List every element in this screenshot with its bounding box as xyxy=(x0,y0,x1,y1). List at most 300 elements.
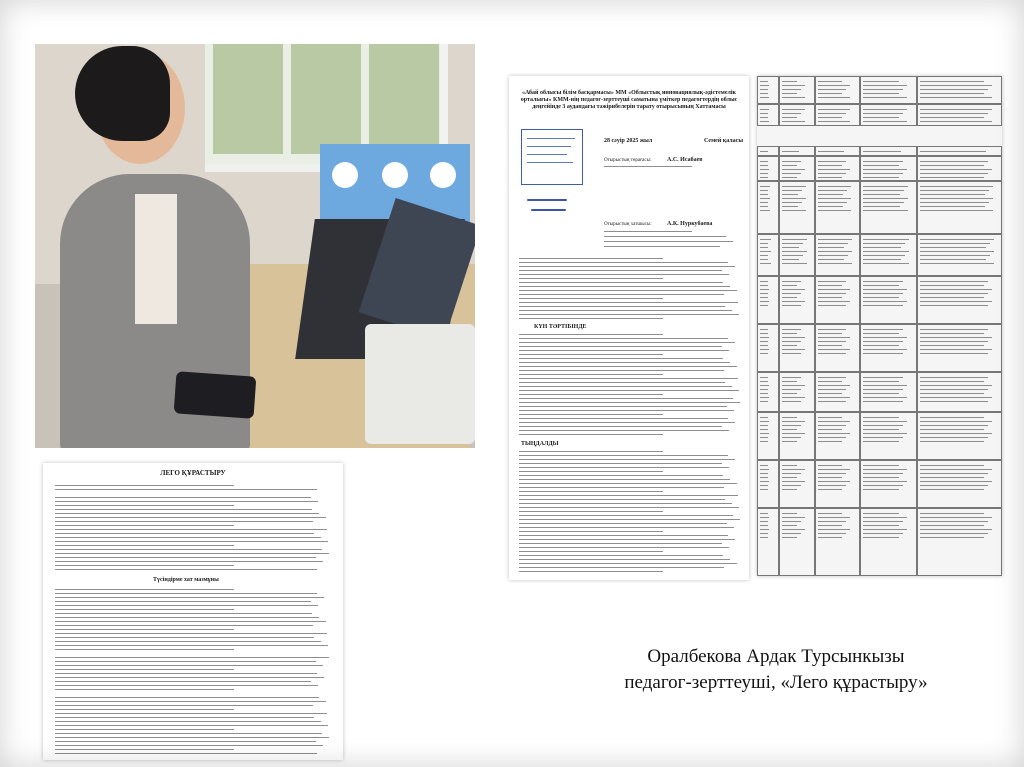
text-line xyxy=(519,362,730,363)
cell-text-line xyxy=(818,251,852,252)
cell-text-line xyxy=(863,161,903,162)
cell-text-line xyxy=(760,513,768,514)
cell-text-line xyxy=(760,169,769,170)
text-line xyxy=(519,527,734,528)
text-line xyxy=(519,467,729,468)
cell-text-line xyxy=(863,97,907,98)
text-line xyxy=(604,246,720,247)
cell-text-line xyxy=(760,393,768,394)
text-line xyxy=(55,569,317,570)
cell-text-line xyxy=(920,177,984,178)
cell-text-line xyxy=(760,429,768,430)
text-line xyxy=(519,350,729,351)
cell-text-line xyxy=(920,251,994,252)
cell-text-line xyxy=(782,337,805,338)
cell-text-line xyxy=(920,385,992,386)
table-cell xyxy=(917,372,1002,412)
cell-text-line xyxy=(863,537,899,538)
cell-text-line xyxy=(760,263,771,264)
cell-text-line xyxy=(920,345,984,346)
stamp-line xyxy=(527,162,573,163)
text-line xyxy=(519,559,730,560)
cell-text-line xyxy=(863,243,905,244)
cell-text-line xyxy=(863,89,903,90)
text-line xyxy=(55,713,327,714)
cell-text-line xyxy=(818,393,842,394)
cell-text-line xyxy=(818,165,842,166)
teacher-role: педагог-зерттеуші, «Лего құрастыру» xyxy=(624,672,928,693)
text-line xyxy=(55,601,311,602)
cell-text-line xyxy=(760,477,768,478)
text-line xyxy=(55,537,321,538)
cell-text-line xyxy=(818,473,846,474)
cell-text-line xyxy=(760,333,768,334)
cell-text-line xyxy=(760,337,769,338)
text-line xyxy=(55,625,313,626)
cell-text-line xyxy=(782,329,801,330)
cell-text-line xyxy=(818,194,843,195)
cell-text-line xyxy=(920,305,988,306)
cell-text-line xyxy=(782,117,797,118)
text-line xyxy=(55,501,318,502)
cell-text-line xyxy=(920,243,990,244)
text-line xyxy=(519,414,663,415)
text-line xyxy=(519,262,728,263)
doc-center-header: «Абай облысы білім басқармасы» ММ «Облыстық инновациялық-әдістемелік орталығы» КММ-нің педагог-зерттеуші саматына үміткер педагогтердің облыс деңгейінде 3 аудандағы тәжірибелерін тарату отырысының Хаттамасы xyxy=(520,90,738,110)
cell-text-line xyxy=(818,113,846,114)
cell-text-line xyxy=(818,433,850,434)
cell-text-line xyxy=(863,173,903,174)
cell-text-line xyxy=(863,437,903,438)
cell-text-line xyxy=(863,421,907,422)
cell-text-line xyxy=(760,537,768,538)
cell-text-line xyxy=(782,151,799,152)
secretary-name: А.К. Нуркубаева xyxy=(667,221,713,227)
cell-text-line xyxy=(920,469,992,470)
text-line xyxy=(519,358,723,359)
cell-text-line xyxy=(818,151,844,152)
text-line xyxy=(55,709,234,710)
table-cell xyxy=(757,372,779,412)
cell-text-line xyxy=(863,255,905,256)
cell-text-line xyxy=(782,169,805,170)
cell-text-line xyxy=(760,109,769,110)
cell-text-line xyxy=(782,165,797,166)
cell-text-line xyxy=(920,433,992,434)
text-line xyxy=(519,370,724,371)
text-line xyxy=(55,489,317,490)
table-cell xyxy=(860,460,917,508)
cell-text-line xyxy=(863,194,900,195)
teacher-photo xyxy=(35,44,475,448)
cell-text-line xyxy=(863,525,899,526)
cell-text-line xyxy=(760,93,768,94)
cell-text-line xyxy=(863,517,907,518)
text-line xyxy=(519,430,729,431)
cell-text-line xyxy=(920,417,984,418)
cell-text-line xyxy=(760,341,768,342)
cell-text-line xyxy=(760,377,768,378)
cell-text-line xyxy=(920,186,993,187)
meeting-minutes-document xyxy=(509,76,749,580)
cell-text-line xyxy=(760,247,768,248)
text-line xyxy=(55,617,319,618)
cell-text-line xyxy=(863,417,899,418)
cell-text-line xyxy=(920,349,992,350)
text-line xyxy=(55,729,234,730)
cell-text-line xyxy=(818,293,846,294)
cell-text-line xyxy=(782,255,803,256)
text-line xyxy=(519,282,723,283)
cell-text-line xyxy=(863,190,904,191)
table-cell xyxy=(779,324,815,372)
table-cell xyxy=(917,460,1002,508)
doc-left-title: ЛЕГО ҚҰРАСТЫРУ xyxy=(160,469,226,477)
cell-text-line xyxy=(863,81,899,82)
cell-text-line xyxy=(920,529,992,530)
cell-text-line xyxy=(920,425,988,426)
table-cell xyxy=(815,276,860,324)
text-line xyxy=(519,338,728,339)
cell-text-line xyxy=(818,345,842,346)
table-cell xyxy=(779,276,815,324)
text-line xyxy=(55,485,234,486)
text-line xyxy=(519,398,733,399)
cell-text-line xyxy=(863,93,899,94)
cell-text-line xyxy=(782,473,801,474)
cell-text-line xyxy=(863,477,899,478)
table-cell xyxy=(779,104,815,126)
table-cell xyxy=(779,412,815,460)
teacher-shirt xyxy=(135,194,177,324)
text-line xyxy=(519,567,724,568)
text-line xyxy=(519,551,663,552)
text-line xyxy=(519,547,729,548)
text-line xyxy=(55,733,322,734)
text-line xyxy=(519,539,735,540)
table-cell xyxy=(757,412,779,460)
cell-text-line xyxy=(818,202,847,203)
cell-text-line xyxy=(818,301,850,302)
text-line xyxy=(55,517,326,518)
text-line xyxy=(519,519,740,520)
cell-text-line xyxy=(760,533,768,534)
cell-text-line xyxy=(782,305,801,306)
cell-text-line xyxy=(782,521,801,522)
cell-text-line xyxy=(863,151,901,152)
text-line xyxy=(519,471,663,472)
cell-text-line xyxy=(920,113,988,114)
cell-text-line xyxy=(782,381,797,382)
text-line xyxy=(55,633,327,634)
table-cell xyxy=(917,508,1002,576)
cell-text-line xyxy=(863,353,903,354)
cell-text-line xyxy=(782,161,801,162)
chair-label: Отырыстың төрағасы: xyxy=(604,158,652,163)
window-pane xyxy=(369,44,439,154)
cell-text-line xyxy=(863,513,899,514)
cell-text-line xyxy=(863,198,908,199)
cell-text-line xyxy=(760,177,768,178)
cell-text-line xyxy=(920,109,992,110)
text-line xyxy=(55,593,317,594)
cell-text-line xyxy=(818,381,842,382)
cell-text-line xyxy=(863,113,903,114)
cell-text-line xyxy=(920,93,984,94)
table-cell xyxy=(779,508,815,576)
text-line xyxy=(55,661,316,662)
cell-text-line xyxy=(782,259,799,260)
cell-text-line xyxy=(818,377,846,378)
cell-text-line xyxy=(920,297,984,298)
cell-text-line xyxy=(920,81,984,82)
cell-text-line xyxy=(863,202,904,203)
text-line xyxy=(55,697,319,698)
text-line xyxy=(55,717,314,718)
cell-text-line xyxy=(818,349,850,350)
text-line xyxy=(55,681,311,682)
cell-text-line xyxy=(863,333,899,334)
text-line xyxy=(519,459,735,460)
table-cell xyxy=(860,181,917,234)
cell-text-line xyxy=(760,293,768,294)
cell-text-line xyxy=(818,425,846,426)
doc-center-city: Семей қаласы xyxy=(704,138,743,144)
cell-text-line xyxy=(782,417,797,418)
cell-text-line xyxy=(818,469,850,470)
text-line xyxy=(55,645,328,646)
cell-text-line xyxy=(863,289,907,290)
cell-text-line xyxy=(863,121,907,122)
text-line xyxy=(519,310,732,311)
cell-text-line xyxy=(760,202,768,203)
cell-text-line xyxy=(920,333,984,334)
cell-text-line xyxy=(782,377,801,378)
cell-text-line xyxy=(760,97,769,98)
cell-text-line xyxy=(920,537,984,538)
text-line xyxy=(55,505,234,506)
cell-text-line xyxy=(818,97,850,98)
text-line xyxy=(519,390,739,391)
cell-text-line xyxy=(818,525,842,526)
text-line xyxy=(519,475,723,476)
cell-text-line xyxy=(782,437,801,438)
cell-text-line xyxy=(920,341,988,342)
cell-text-line xyxy=(863,285,899,286)
cell-text-line xyxy=(760,206,768,207)
cell-text-line xyxy=(760,389,768,390)
cell-text-line xyxy=(863,393,899,394)
cell-text-line xyxy=(818,281,846,282)
cell-text-line xyxy=(818,117,842,118)
table-cell xyxy=(757,181,779,234)
cell-text-line xyxy=(818,198,851,199)
cell-text-line xyxy=(760,441,768,442)
cell-text-line xyxy=(760,485,768,486)
cell-text-line xyxy=(863,489,899,490)
cell-text-line xyxy=(818,186,851,187)
cell-text-line xyxy=(863,533,903,534)
cell-text-line xyxy=(818,521,846,522)
cell-text-line xyxy=(782,393,797,394)
table-cell xyxy=(815,508,860,576)
cell-text-line xyxy=(782,263,807,264)
cell-text-line xyxy=(920,353,988,354)
cell-text-line xyxy=(760,517,769,518)
cell-text-line xyxy=(782,202,802,203)
heard-title: ТЫҢДАЛДЫ xyxy=(521,441,559,447)
cell-text-line xyxy=(818,385,850,386)
text-line xyxy=(55,561,323,562)
cell-text-line xyxy=(920,525,984,526)
cell-text-line xyxy=(818,477,842,478)
text-line xyxy=(519,270,722,271)
cell-text-line xyxy=(818,109,850,110)
cell-text-line xyxy=(760,165,768,166)
cell-text-line xyxy=(863,239,909,240)
registration-stamp xyxy=(521,129,583,185)
cell-text-line xyxy=(920,465,984,466)
cell-text-line xyxy=(782,489,797,490)
cell-text-line xyxy=(782,113,801,114)
window-pane xyxy=(213,44,283,154)
cell-text-line xyxy=(863,297,899,298)
cell-text-line xyxy=(863,397,907,398)
cell-text-line xyxy=(920,485,988,486)
cell-text-line xyxy=(920,259,986,260)
cell-text-line xyxy=(863,301,907,302)
cell-text-line xyxy=(782,206,798,207)
cell-text-line xyxy=(818,173,846,174)
text-line xyxy=(55,637,314,638)
logo-mark xyxy=(382,162,408,188)
cell-text-line xyxy=(920,377,988,378)
table-cell xyxy=(917,324,1002,372)
text-line xyxy=(55,745,323,746)
text-line xyxy=(55,749,234,750)
cell-text-line xyxy=(760,285,768,286)
text-line xyxy=(55,689,234,690)
text-line xyxy=(55,609,234,610)
cell-text-line xyxy=(920,263,994,264)
table-cell xyxy=(917,412,1002,460)
cell-text-line xyxy=(920,517,992,518)
doc-center-date: 28 сәуір 2025 жыл xyxy=(604,138,653,144)
cell-text-line xyxy=(760,89,768,90)
text-line xyxy=(519,571,663,572)
table-cell xyxy=(815,412,860,460)
text-line xyxy=(55,721,321,722)
agenda-title: КҮН ТӘРТІБІНДЕ xyxy=(534,324,587,330)
table-cell xyxy=(917,276,1002,324)
text-line xyxy=(519,511,663,512)
cell-text-line xyxy=(818,239,852,240)
cell-text-line xyxy=(863,429,899,430)
cell-text-line xyxy=(863,206,900,207)
text-line xyxy=(55,657,329,658)
cell-text-line xyxy=(782,81,797,82)
cell-text-line xyxy=(920,513,984,514)
cell-text-line xyxy=(782,301,805,302)
table-cell xyxy=(779,372,815,412)
text-line xyxy=(55,497,311,498)
cell-text-line xyxy=(782,97,805,98)
cell-text-line xyxy=(782,85,805,86)
cell-text-line xyxy=(863,521,903,522)
table-cell xyxy=(917,181,1002,234)
smartphone xyxy=(174,371,257,418)
cell-text-line xyxy=(818,255,848,256)
cell-text-line xyxy=(760,397,769,398)
cell-text-line xyxy=(920,473,988,474)
cell-text-line xyxy=(782,513,797,514)
cell-text-line xyxy=(920,393,984,394)
cell-text-line xyxy=(818,481,850,482)
cell-text-line xyxy=(920,401,988,402)
text-line xyxy=(55,533,314,534)
text-line xyxy=(519,535,728,536)
text-line xyxy=(604,241,733,242)
table-cell xyxy=(757,460,779,508)
cell-text-line xyxy=(920,121,992,122)
cell-text-line xyxy=(818,465,842,466)
cell-text-line xyxy=(760,425,768,426)
cell-text-line xyxy=(782,529,805,530)
cell-text-line xyxy=(760,113,768,114)
cell-text-line xyxy=(782,293,801,294)
text-line xyxy=(55,529,327,530)
text-line xyxy=(519,354,663,355)
cell-text-line xyxy=(782,485,801,486)
cell-text-line xyxy=(863,305,903,306)
cell-text-line xyxy=(760,481,769,482)
cell-text-line xyxy=(818,177,842,178)
cell-text-line xyxy=(760,255,768,256)
handwritten-mark xyxy=(531,209,566,211)
slide-caption xyxy=(556,644,996,696)
cell-text-line xyxy=(818,353,846,354)
cell-text-line xyxy=(782,353,801,354)
cell-text-line xyxy=(920,247,986,248)
cell-text-line xyxy=(782,121,805,122)
cell-text-line xyxy=(818,329,846,330)
text-line xyxy=(55,641,321,642)
text-line xyxy=(519,314,739,315)
table-cell xyxy=(815,104,860,126)
cell-text-line xyxy=(863,381,899,382)
cell-text-line xyxy=(863,485,903,486)
table-cell xyxy=(815,372,860,412)
text-line xyxy=(55,557,316,558)
cell-text-line xyxy=(782,429,797,430)
cell-text-line xyxy=(782,477,797,478)
cell-text-line xyxy=(760,381,768,382)
text-line xyxy=(55,669,234,670)
text-line xyxy=(519,274,729,275)
cell-text-line xyxy=(760,194,768,195)
stamp-line xyxy=(527,146,571,147)
cell-text-line xyxy=(818,437,846,438)
window-pane xyxy=(291,44,361,154)
text-line xyxy=(519,531,663,532)
text-line xyxy=(519,366,737,367)
cell-text-line xyxy=(920,285,984,286)
cell-text-line xyxy=(818,289,850,290)
cell-text-line xyxy=(760,345,768,346)
handwritten-mark xyxy=(527,199,567,201)
text-line xyxy=(55,553,329,554)
text-line xyxy=(55,685,318,686)
